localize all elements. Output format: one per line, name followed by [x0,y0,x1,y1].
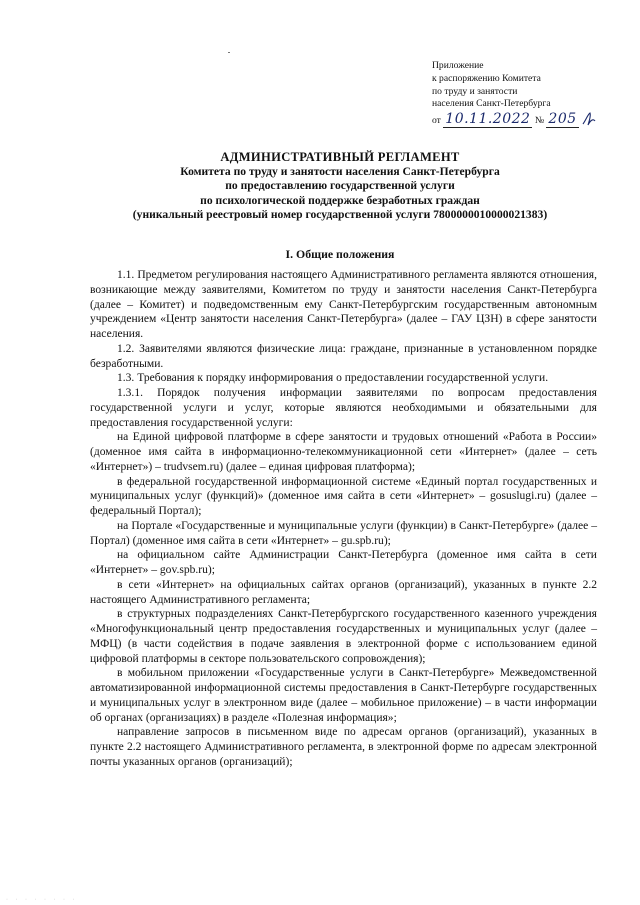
annex-line-3: по труду и занятости [432,85,518,97]
paragraph: на Портале «Государственные и муниципальные услуги (функции) в Санкт-Петербурге» (далее – Портал) (доменное имя сайта в сети «Интернет» – gu.spb.ru); [90,519,597,547]
paragraph: на официальном сайте Администрации Санкт-Петербурга (доменное имя сайта в сети «Интернет» – gov.spb.ru); [90,549,597,576]
handwritten-date: 10.11.2022 [445,111,531,128]
paragraph: на Единой цифровой платформе в сфере занятости и трудовых отношений «Работа в России» (доменное имя сайта в информационно-телекоммуникационной сети «Интернет» (далее – сеть «Интернет») – trudvsem.ru) (далее – единая цифровая платформа); [90,431,597,473]
annex-date-line [432,112,612,128]
paragraph: в мобильном приложении «Государственные услуги в Санкт-Петербурге» Межведомственной автоматизированной информационной системы предоставления в Санкт-Петербурге государственных и муниципальных услуг в электронном виде (далее – мобильное приложение) – в части информации об органах (организациях) в разделе «Полезная информация»; [90,667,597,724]
paragraph: 1.2. Заявителями являются физические лица: граждане, признанные в установленном порядке безработными. [90,342,597,370]
paragraph: в федеральной государственной информационной системе «Единый портал государственных и муниципальных услуг (функций)» (доменное имя сайта в сети «Интернет» – gosuslugi.ru) (далее – федеральный Портал); [90,475,597,517]
paragraph: 1.3.1. Порядок получения информации заявителями по вопросам предоставления государственной услуги и услуг, которые являются необходимыми и обязательными для предоставления государственной услуги: [90,387,597,429]
title-line-5: (уникальный реестровый номер государственной услуги 7800000010000021383) [132,208,548,222]
scan-speck [228,52,230,53]
annex-line-2: к распоряжению Комитета [432,72,541,84]
section-heading: I. Общие положения [285,247,395,261]
title-line-4: по психологической поддержке безработных граждан [200,193,480,207]
paragraph: 1.1. Предметом регулирования настоящего Административного регламента являются отношения, возникающие между заявителями, Комитетом по труду и занятости населения Санкт-Петербурга (далее – Комитет) и подведомственным ему Санкт-Петербургским государственным автономным учреждением «Центр занятости населения Санкт-Петербурга» (далее – ГАУ ЦЗН) в сфере занятости населения. [90,269,597,340]
document-body [90,268,597,770]
paragraph: в сети «Интернет» на официальных сайтах органов (организаций), указанных в пункте 2.2 настоящего Административного регламента; [90,578,597,606]
annex-line-1: Приложение [432,60,484,71]
document-title-block [90,150,590,223]
scan-artifact-dots: · · · · · · · · [6,897,78,903]
date-prefix: от [432,115,441,127]
handwritten-number: 205 [548,111,577,128]
annex-block [432,60,612,128]
title-line-3: по предоставлению государственной услуги [225,179,455,193]
title-line-2: Комитета по труду и занятости населения Санкт-Петербурга [180,164,500,178]
document-title: АДМИНИСТРАТИВНЫЙ РЕГЛАМЕНТ [220,150,460,164]
paragraph: в структурных подразделениях Санкт-Петербургского государственного казенного учреждения «Многофункциональный центр предоставления государственных и муниципальных услуг (далее – МФЦ) (в части содействия в подаче заявления в электронной форме с использованием единой цифровой платформы в секторе пользовательского сопровождения); [90,608,597,665]
annex-line-4: населения Санкт-Петербурга [432,98,551,110]
signature-mark-icon [581,112,597,126]
paragraph: 1.3. Требования к порядку информирования о предоставлении государственной услуги. [117,372,549,385]
paragraph: направление запросов в письменном виде по адресам органов (организаций), указанных в пункте 2.2 настоящего Административного регламента, в электронной форме по адресам электронной почты указанных органов (организаций); [90,726,597,768]
number-prefix: № [534,115,545,127]
